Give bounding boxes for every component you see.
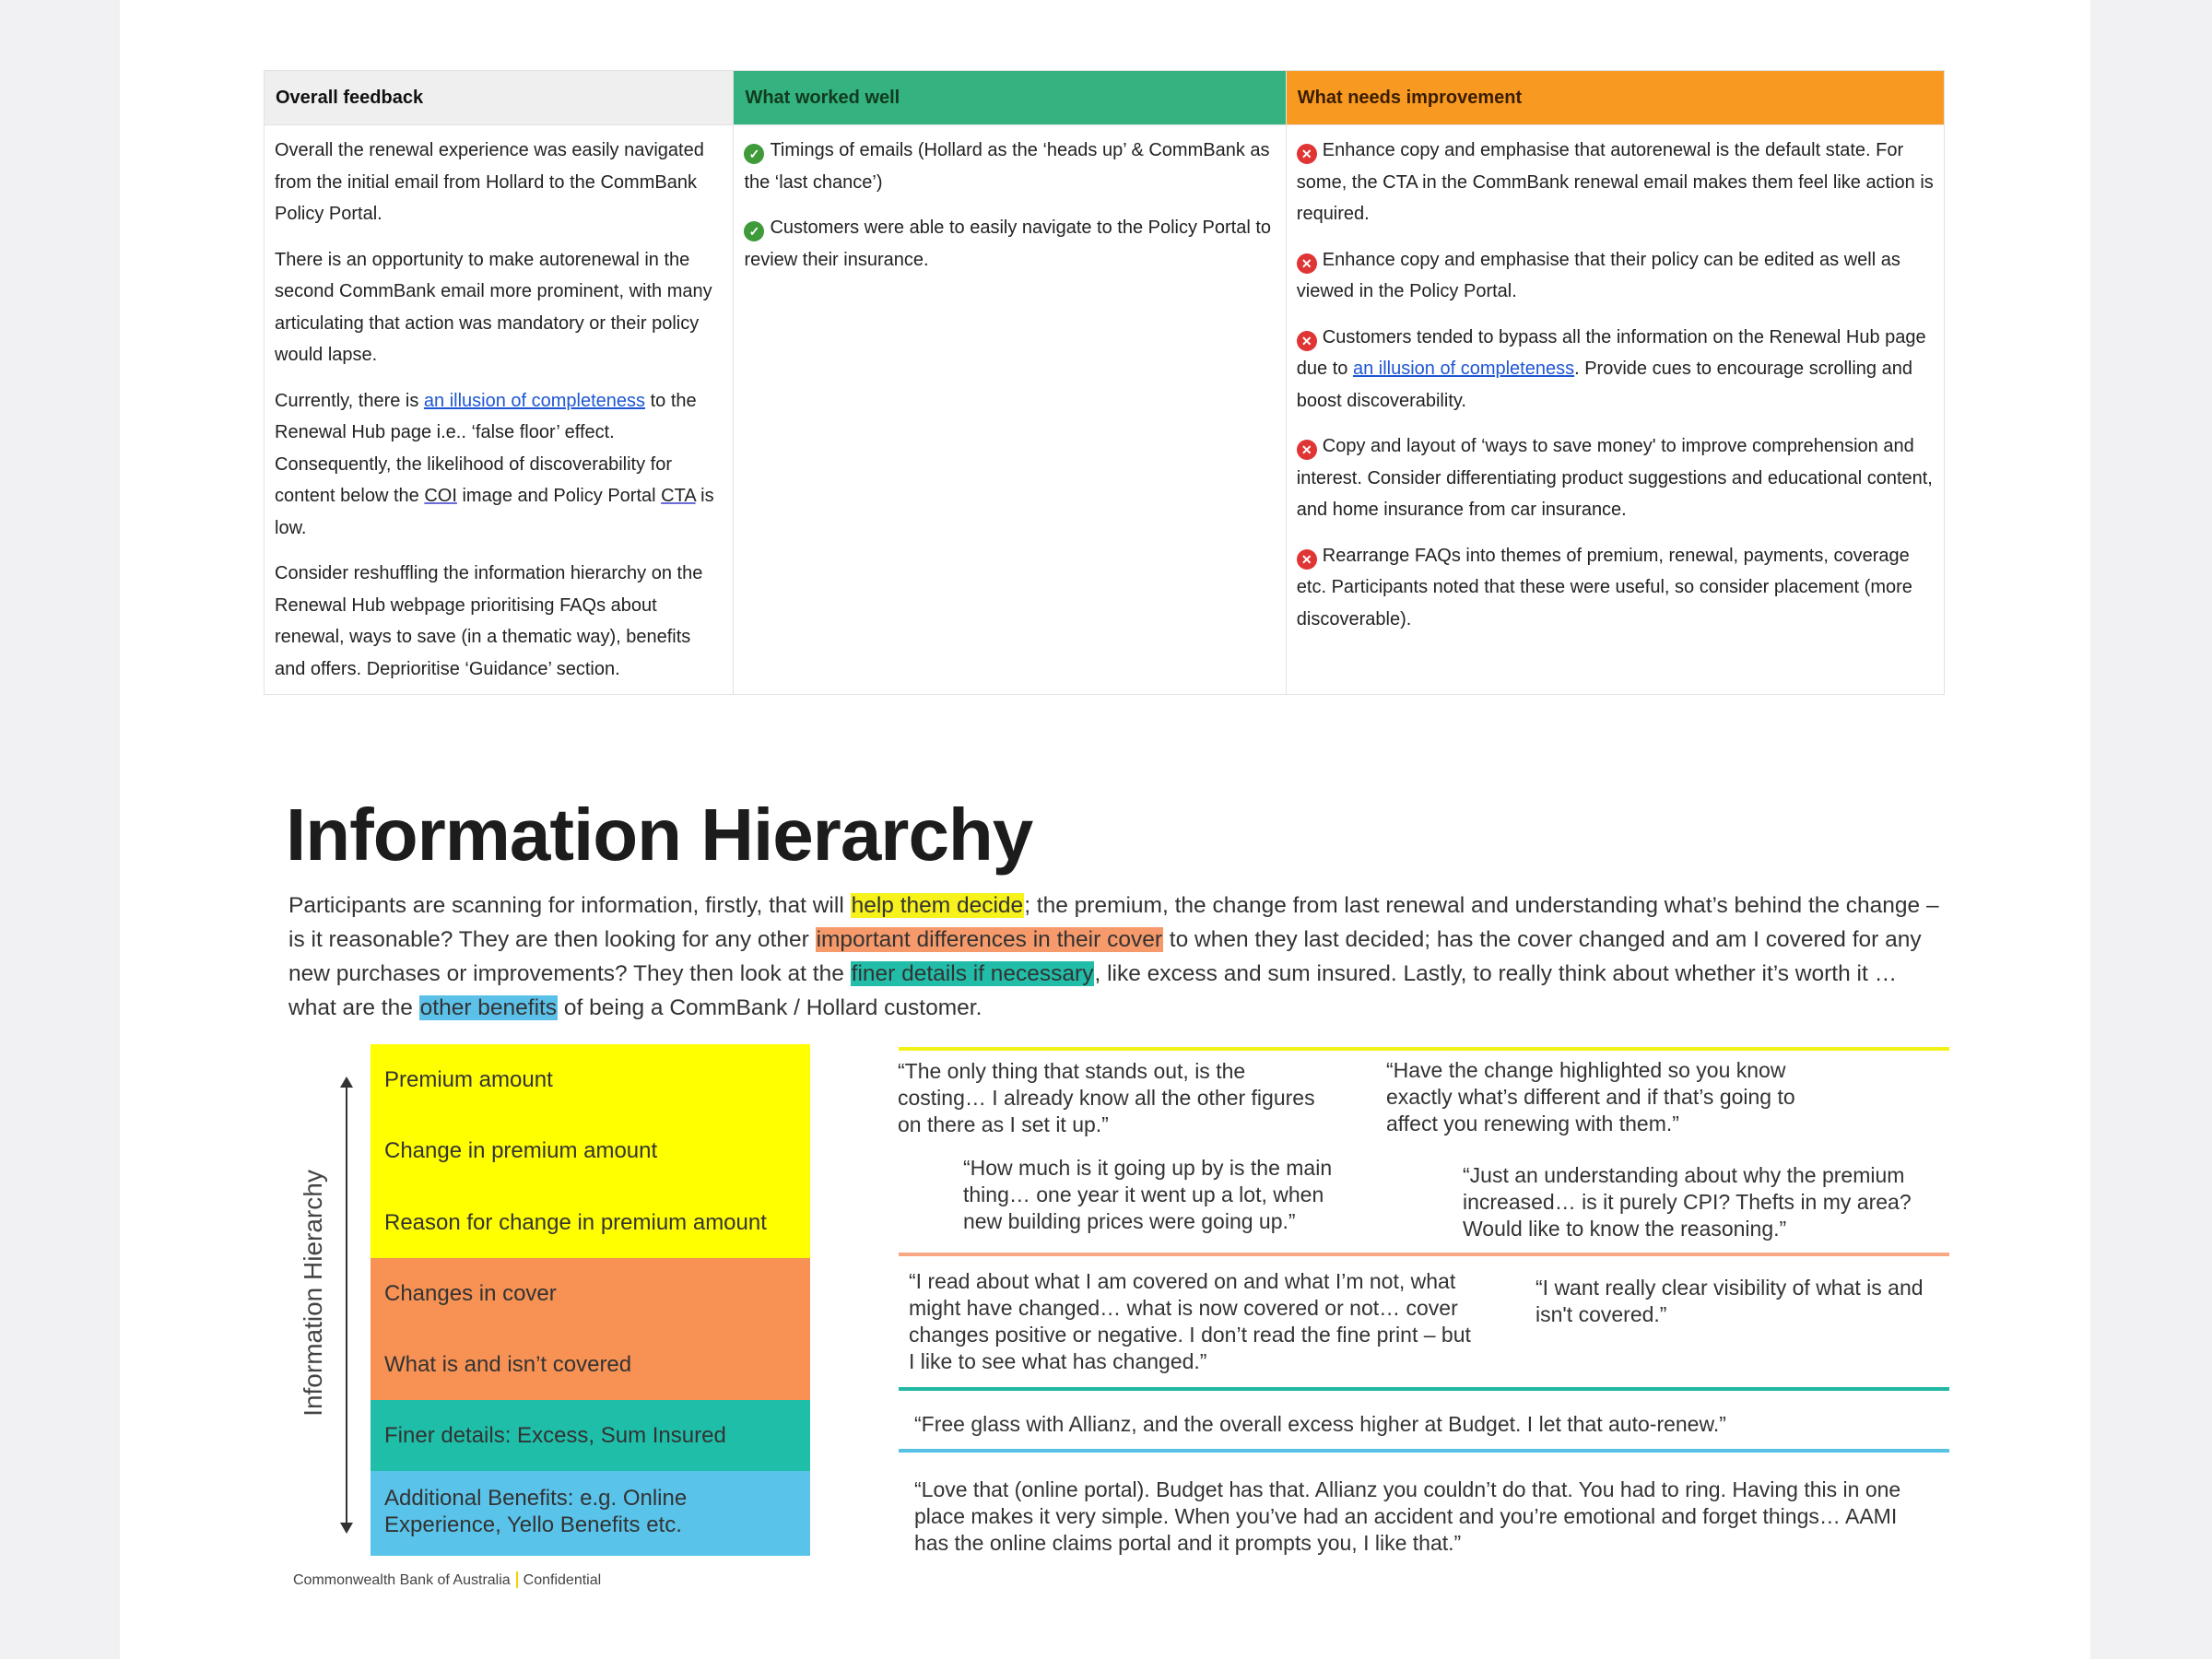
worked-well-header: What worked well xyxy=(734,71,1285,125)
improve-item-text: Rearrange FAQs into themes of premium, renewal, payments, coverage etc. Participants noted that these were useful, so consider placement (more discoverable). xyxy=(1296,545,1912,629)
stack-item-cover: Changes in cover xyxy=(384,1281,557,1306)
needs-improvement-cell xyxy=(1287,125,1944,635)
quote: “Have the change highlighted so you know exactly what’s different and if that’s going to affect you renewing with them.” xyxy=(1386,1058,1795,1135)
cross-icon: ✕ xyxy=(1297,549,1317,570)
overall-feedback-cell xyxy=(265,125,733,685)
needs-improvement-column xyxy=(1287,71,1944,694)
worked-item xyxy=(744,212,1275,276)
feedback-table xyxy=(264,70,1945,695)
check-icon: ✓ xyxy=(744,221,764,241)
stack-item-finer: Finer details: Excess, Sum Insured xyxy=(384,1423,726,1448)
intro-text: , like excess and sum insured. Lastly, to really think about whether it’s worth it … what are the xyxy=(288,961,1898,1020)
coi-term: COI xyxy=(424,486,457,506)
footer-divider xyxy=(516,1571,518,1588)
improve-item-text: . Provide cues to encourage scrolling and boost discoverability. xyxy=(1296,359,1912,411)
arrow-down-icon xyxy=(340,1523,353,1534)
band-finer xyxy=(371,1400,810,1471)
footer-company: Commonwealth Bank of Australia xyxy=(293,1572,511,1588)
slide-footer xyxy=(293,1571,601,1589)
quote: “I read about what I am covered on and what I’m not, what might have changed… what is now covered or not… cover changes positive or negative. I don’t read the fine print – but I like to see what has changed.” xyxy=(909,1269,1471,1373)
improve-item-text: Enhance copy and emphasise that autorenewal is the default state. For some, the CTA in the CommBank renewal email makes them feel like action is required. xyxy=(1296,140,1934,224)
quote: “Free glass with Allianz, and the overall excess higher at Budget. I let that auto-renew.” xyxy=(914,1412,1726,1436)
stack-item-premium: Premium amount xyxy=(384,1067,553,1092)
stack-item-covered: What is and isn’t covered xyxy=(384,1352,632,1377)
cross-icon: ✕ xyxy=(1297,331,1317,351)
stack-item-benefits: Additional Benefits: e.g. Online Experience, Yello Benefits etc. xyxy=(384,1486,688,1537)
cross-icon: ✕ xyxy=(1297,253,1317,274)
highlight-finer-details: finer details if necessary xyxy=(851,961,1094,986)
improve-item-text: Enhance copy and emphasise that their policy can be edited as well as viewed in the Policy Portal. xyxy=(1296,249,1900,301)
illusion-of-completeness-link[interactable]: an illusion of completeness xyxy=(1352,359,1575,379)
improve-item-text: Customers tended to bypass all the information on the Renewal Hub page due to xyxy=(1296,326,1926,379)
intro-text: Participants are scanning for information, firstly, that will xyxy=(288,893,851,918)
overall-feedback-column xyxy=(265,71,734,694)
hierarchy-axis-text: Information Hierarchy xyxy=(299,1170,327,1417)
highlight-cover-differences: important differences in their cover xyxy=(816,927,1162,952)
illusion-of-completeness-link[interactable]: an illusion of completeness xyxy=(423,390,646,411)
overall-paragraph-3 xyxy=(275,385,723,545)
improve-item xyxy=(1297,244,1934,308)
band-benefits xyxy=(371,1471,810,1556)
overall-paragraph-1: Overall the renewal experience was easily navigated from the initial email from Hollard to the CommBank Policy Portal. xyxy=(275,140,704,224)
improve-item xyxy=(1297,322,1934,418)
overall-paragraph-2: There is an opportunity to make autorenewal in the second CommBank email more prominent, with many articulating that action was mandatory or their policy would lapse. xyxy=(275,249,712,365)
intro-text: ; the premium, the change from last renewal and understanding what’s behind the change – is it reasonable? They are then looking for any other xyxy=(288,893,1939,952)
cross-icon: ✕ xyxy=(1297,144,1317,164)
overall-p3-text-b: to the Renewal Hub page i.e.. ‘false floor’ effect. Consequently, the likelihood of discoverability for content below the xyxy=(275,390,697,506)
worked-well-column xyxy=(734,71,1286,694)
quote-divider-orange xyxy=(899,1253,1949,1256)
improve-item xyxy=(1297,540,1934,636)
slide-title: Information Hierarchy xyxy=(286,794,1033,876)
cta-term: CTA xyxy=(661,486,696,506)
worked-item xyxy=(744,135,1275,198)
intro-text: to when they last decided; has the cover changed and am I covered for any new purchases or improvements? They then look at the xyxy=(288,927,1922,986)
improve-item xyxy=(1297,430,1934,526)
stack-item-reason: Reason for change in premium amount xyxy=(384,1210,767,1235)
stack-item-change: Change in premium amount xyxy=(384,1138,658,1163)
needs-improvement-header: What needs improvement xyxy=(1287,71,1944,125)
worked-item-text: Timings of emails (Hollard as the ‘heads up’ & CommBank as the ‘last chance’) xyxy=(744,140,1270,193)
quote-divider-blue xyxy=(899,1449,1949,1453)
overall-p3-text-d: is low. xyxy=(275,486,714,538)
overall-feedback-header: Overall feedback xyxy=(265,71,733,125)
quote: “Just an understanding about why the premium increased… is it purely CPI? Thefts in my area? Would like to know the reasoning.” xyxy=(1463,1163,1912,1241)
quote-divider-teal xyxy=(899,1387,1949,1391)
hierarchy-stack xyxy=(371,1044,810,1556)
overall-paragraph-4: Consider reshuffling the information hierarchy on the Renewal Hub webpage prioritising FAQs about renewal, ways to save (in a thematic way), benefits and offers. Deprioritise ‘Guidance’ section. xyxy=(275,563,703,679)
overall-p3-text-a: Currently, there is xyxy=(275,390,424,411)
quote: “Love that (online portal). Budget has that. Allianz you couldn’t do that. You had to ring. Having this in one place makes it very simple. When you’ve had an accident and you’re emotional and forget things… AAMI has the online claims portal and it prompts you, I like that.” xyxy=(914,1477,1901,1555)
cross-icon: ✕ xyxy=(1297,440,1317,460)
quote: “The only thing that stands out, is the costing… I already know all the other figures on there as I set it up.” xyxy=(898,1059,1315,1136)
quote: “I want really clear visibility of what is and isn't covered.” xyxy=(1535,1276,1924,1326)
worked-item-text: Customers were able to easily navigate to the Policy Portal to review their insurance. xyxy=(744,218,1272,270)
overall-p3-text-c: image and Policy Portal xyxy=(456,486,662,506)
improve-item xyxy=(1297,135,1934,230)
arrow-up-icon xyxy=(340,1077,353,1088)
improve-item-text: Copy and layout of ‘ways to save money' to improve comprehension and interest. Consider differentiating product suggestions and educational content, and home insurance from car insurance. xyxy=(1296,436,1933,520)
slide-intro xyxy=(288,888,1947,1025)
quote-divider-yellow xyxy=(899,1047,1949,1051)
worked-well-cell xyxy=(734,125,1285,276)
highlight-help-decide: help them decide xyxy=(851,893,1024,918)
highlight-other-benefits: other benefits xyxy=(419,995,558,1020)
footer-classification: Confidential xyxy=(523,1572,602,1588)
quote: “How much is it going up by is the main thing… one year it went up a lot, when new building prices were going up.” xyxy=(963,1156,1333,1233)
band-premium xyxy=(371,1044,810,1258)
check-icon: ✓ xyxy=(744,144,764,164)
intro-text: of being a CommBank / Hollard customer. xyxy=(558,995,982,1020)
hierarchy-axis-line xyxy=(346,1082,347,1530)
band-cover xyxy=(371,1258,810,1400)
